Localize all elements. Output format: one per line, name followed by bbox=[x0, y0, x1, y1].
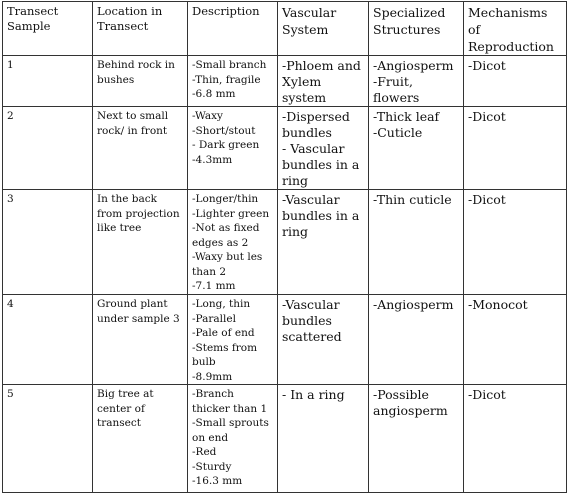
cell-reproduction: -Dicot bbox=[464, 107, 567, 190]
description-line: -16.3 mm bbox=[192, 475, 243, 487]
cell-vascular bbox=[278, 107, 369, 190]
cell-description bbox=[188, 385, 278, 493]
description-line: -Lighter green bbox=[192, 207, 270, 220]
cell-description bbox=[188, 56, 278, 107]
table-row bbox=[3, 190, 567, 295]
cell-specialized bbox=[369, 107, 464, 190]
cell-specialized: -Possible angiosperm bbox=[369, 385, 464, 493]
cell-location: In the back from projection like tree bbox=[93, 190, 188, 295]
header-reproduction: Mechanisms of Reproduction bbox=[464, 2, 567, 56]
cell-sample: 3 bbox=[3, 190, 93, 295]
specialized-line: -Cuticle bbox=[373, 125, 423, 140]
cell-sample: 2 bbox=[3, 107, 93, 190]
header-vascular: Vascular System bbox=[278, 2, 369, 56]
cell-specialized bbox=[369, 56, 464, 107]
cell-location: Ground plant under sample 3 bbox=[93, 295, 188, 385]
description-line: -4.3mm bbox=[192, 153, 233, 166]
cell-location: Next to small rock/ in front bbox=[93, 107, 188, 190]
specialized-line: -Angiosperm bbox=[373, 58, 454, 73]
cell-sample: 1 bbox=[3, 56, 93, 107]
cell-location: Behind rock in bushes bbox=[93, 56, 188, 107]
description-line: -8.9mm bbox=[192, 370, 233, 383]
specialized-line: -Fruit, flowers bbox=[373, 74, 420, 105]
cell-location: Big tree at center of transect bbox=[93, 385, 188, 493]
cell-description bbox=[188, 295, 278, 385]
vascular-line: -Dispersed bundles bbox=[282, 109, 350, 140]
description-line: -Not as fixed edges as 2 bbox=[192, 222, 260, 249]
cell-vascular: -Phloem and Xylem system bbox=[278, 56, 369, 107]
table-row bbox=[3, 295, 567, 385]
header-description: Description bbox=[188, 2, 278, 56]
description-line: -Sturdy bbox=[192, 460, 232, 473]
cell-description bbox=[188, 190, 278, 295]
cell-sample: 5 bbox=[3, 385, 93, 493]
cell-reproduction: -Dicot bbox=[464, 385, 567, 493]
description-line: -Stems from bulb bbox=[192, 341, 258, 368]
description-line: -Waxy bbox=[192, 110, 223, 122]
cell-description bbox=[188, 107, 278, 190]
header-sample: Transect Sample bbox=[3, 2, 93, 56]
table-row bbox=[3, 385, 567, 493]
description-line: -6.8 mm bbox=[192, 88, 236, 100]
description-line: - Dark green bbox=[192, 139, 260, 151]
table-row bbox=[3, 107, 567, 190]
header-row bbox=[3, 2, 567, 56]
cell-specialized: -Angiosperm bbox=[369, 295, 464, 385]
cell-reproduction: -Dicot bbox=[464, 190, 567, 295]
cell-vascular: -Vascular bundles in a ring bbox=[278, 190, 369, 295]
description-line: -Red bbox=[192, 446, 217, 458]
description-line: -Small sprouts on end bbox=[192, 417, 269, 444]
description-line: -Longer/thin bbox=[192, 193, 259, 205]
cell-reproduction: -Monocot bbox=[464, 295, 567, 385]
specialized-line: -Thick leaf bbox=[373, 109, 440, 124]
description-line: -Waxy but les than 2 bbox=[192, 251, 263, 278]
description-line: -Branch thicker than 1 bbox=[192, 388, 268, 415]
cell-specialized: -Thin cuticle bbox=[369, 190, 464, 295]
cell-vascular: -Vascular bundles scattered bbox=[278, 295, 369, 385]
header-location: Location in Transect bbox=[93, 2, 188, 56]
description-line: -Short/stout bbox=[192, 124, 256, 137]
cell-vascular: - In a ring bbox=[278, 385, 369, 493]
table-row bbox=[3, 56, 567, 107]
description-line: -7.1 mm bbox=[192, 280, 236, 292]
transect-table bbox=[2, 1, 567, 493]
description-line: -Parallel bbox=[192, 312, 236, 325]
description-line: -Pale of end bbox=[192, 327, 255, 339]
cell-reproduction: -Dicot bbox=[464, 56, 567, 107]
description-line: -Thin, fragile bbox=[192, 73, 261, 86]
description-line: -Long, thin bbox=[192, 298, 251, 310]
description-line: -Small branch bbox=[192, 59, 267, 71]
cell-sample: 4 bbox=[3, 295, 93, 385]
vascular-line: - Vascular bundles in a ring bbox=[282, 141, 360, 188]
header-specialized: Specialized Structures bbox=[369, 2, 464, 56]
